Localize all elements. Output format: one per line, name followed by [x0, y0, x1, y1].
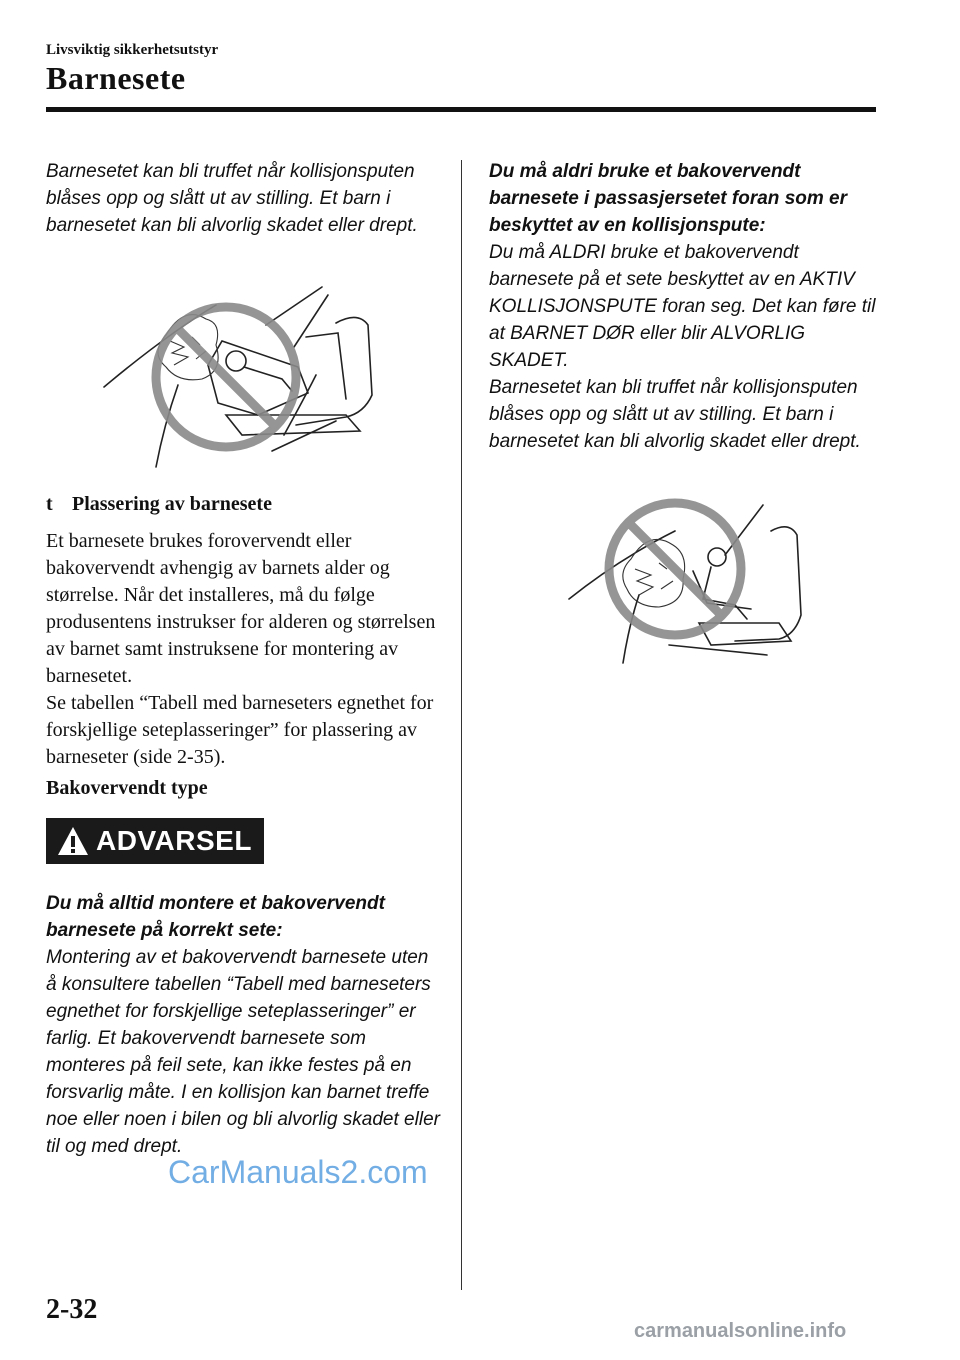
right-column — [489, 158, 884, 665]
heading-text: Plassering av barnesete — [72, 493, 272, 515]
heading-bullet-icon: t — [46, 493, 53, 515]
warning-title: Du må alltid montere et bakovervendt barnesete på korrekt sete: — [46, 893, 385, 941]
warning-label: ADVARSEL — [96, 825, 252, 856]
seat-back — [735, 527, 801, 641]
left-column — [46, 158, 440, 1160]
table-reference-paragraph: Se tabellen “Tabell med barneseters egnethet for forskjellige seteplasseringer” for plassering av barneseter (side 2-35). — [46, 692, 434, 768]
child-head — [708, 548, 726, 566]
watermark-site: carmanualsonline.info — [634, 1320, 847, 1342]
dash-line — [623, 595, 639, 663]
column-divider — [461, 160, 462, 1290]
airbag-burst-lines — [635, 563, 673, 595]
right-warning-body-1: Du må ALDRI bruke et bakovervendt barnesete på et sete beskyttet av en AKTIV KOLLISJONSPUTE foran seg. Det kan føre til at BARNET DØR eller blir ALVORLIG SKADET. — [489, 242, 876, 371]
warning-badge — [46, 818, 264, 864]
header-rule — [46, 107, 876, 112]
page-title: Barnesete — [46, 60, 186, 96]
warning-triangle-icon — [56, 825, 90, 857]
child-head — [226, 351, 246, 371]
child-body — [244, 367, 292, 391]
placement-paragraph: Et barnesete brukes forovervendt eller bakovervendt avhengig av barnets alder og størrelse. Når det installeres, må du følge produsentens instrukser for alderen og størrelsen av barnet samt instruksene for montering av barnesetet. — [46, 530, 436, 687]
forward-facing-airbag-prohibited-figure — [489, 495, 884, 665]
floor-line — [669, 645, 767, 655]
page-number: 2-32 — [46, 1294, 98, 1325]
intro-warning-text: Barnesetet kan bli truffet når kollisjonsputen blåses opp og slått ut av stilling. Et barn i barnesetet kan bli alvorlig skadet eller drept. — [46, 161, 418, 236]
section-label: Livsviktig sikkerhetsutstyr — [46, 42, 219, 58]
rear-facing-seat-prohibited-figure — [46, 275, 440, 475]
right-warning-body-2: Barnesetet kan bli truffet når kollisjonsputen blåses opp og slått ut av stilling. Et barn i barnesetet kan bli alvorlig skadet eller drept. — [489, 377, 861, 452]
seat-side — [306, 333, 346, 399]
windshield-line — [569, 531, 675, 599]
rear-facing-subheading: Bakovervendt type — [46, 777, 208, 799]
section-heading — [46, 493, 440, 516]
watermark-carmanuals2: CarManuals2.com — [168, 1154, 428, 1190]
right-warning-title: Du må aldri bruke et bakovervendt barnesete i passasjersetet foran som er beskyttet av en kollisjonspute: — [489, 161, 848, 236]
belt-1 — [266, 287, 322, 325]
warning-body: Montering av et bakovervendt barnesete uten å konsultere tabellen “Tabell med barneseters egnethet for forskjellige seteplasseringer” er farlig. Et bakovervendt barnesete som monteres på feil sete, kan ikke festes på en forsvarlig måte. I en kollisjon kan barnet treffe noe eller noen i bilen og bli alvorlig skadet eller til og med drept. — [46, 947, 440, 1157]
